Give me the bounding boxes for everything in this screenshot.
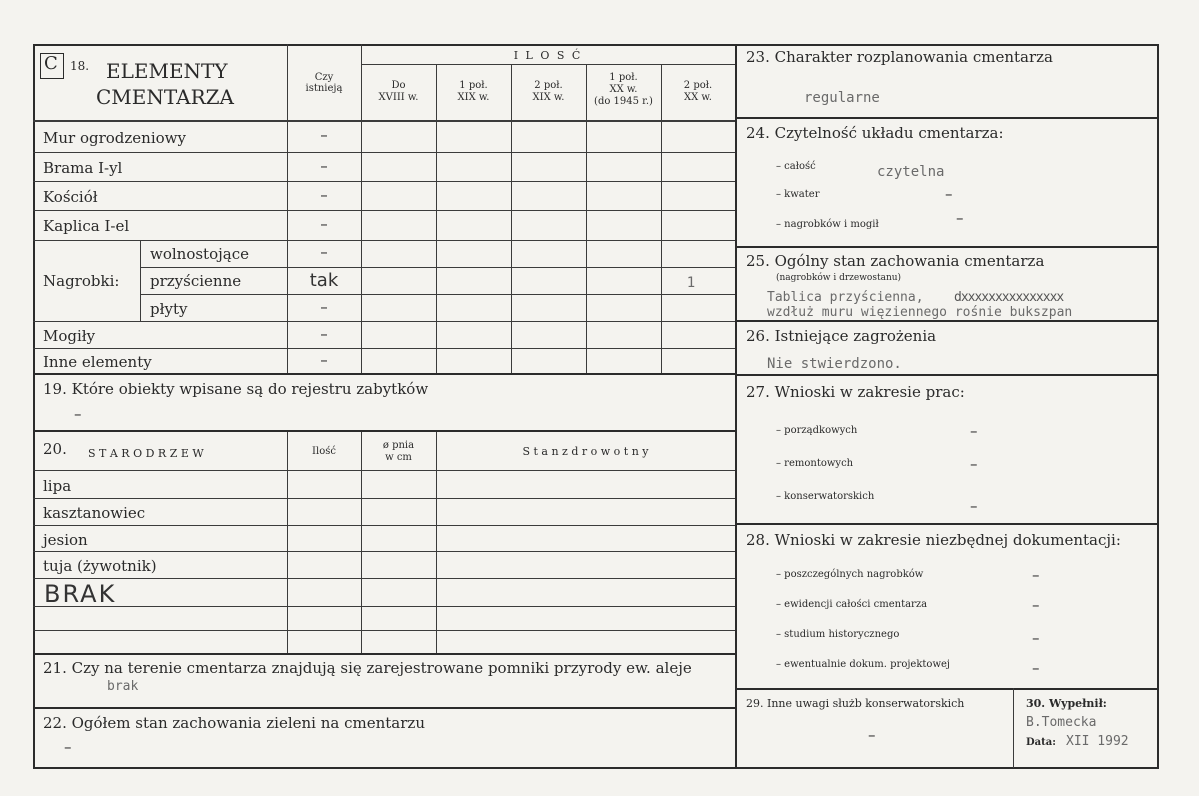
s28-item-label: – ewidencji całości cmentarza <box>776 599 928 610</box>
s24-item-value: – <box>945 185 953 203</box>
row-label: Inne elementy <box>43 353 152 371</box>
row-label: płyty <box>150 300 188 318</box>
s28-item-value: – <box>1032 659 1040 677</box>
nagrobki-label: Nagrobki: <box>43 272 120 290</box>
czy-header: Czy <box>314 72 334 83</box>
s23-title: 23. Charakter rozplanowania cmentarza <box>746 48 1053 66</box>
s24-item-label: – całość <box>776 161 816 172</box>
tree-row: kasztanowiec <box>43 504 146 522</box>
s28-item-label: – studium historycznego <box>776 629 900 640</box>
s28-item-value: – <box>1032 596 1040 614</box>
s18-title-line1: ELEMENTY <box>106 59 228 83</box>
s20-col-stan: S t a n z d r o w o t n y <box>522 445 649 458</box>
s19-value: – <box>74 405 82 423</box>
s24-title: 24. Czytelność układu cmentarza: <box>746 124 1004 142</box>
s28-item-label: – poszczególnych nagrobków <box>776 569 924 580</box>
s20-col-ilosc: Ilość <box>312 446 336 457</box>
s26-title: 26. Istniejące zagrożenia <box>746 327 937 345</box>
s29-title: 29. Inne uwagi służb konserwatorskich <box>746 697 965 710</box>
col-header: 2 poł. <box>534 80 563 91</box>
col-header: 1 poł. <box>609 72 638 83</box>
istnieja-header: istnieją <box>305 83 343 94</box>
row-value: – <box>320 215 328 233</box>
s25-line2: wzdłuż muru więziennego rośnie bukszpan <box>767 305 1073 320</box>
s20-number: 20. <box>43 440 67 458</box>
col-header: Do <box>391 80 406 91</box>
s21-title: 21. Czy na terenie cmentarza znajdują się zarejestrowane pomniki przyrody ew. aleje <box>43 659 692 677</box>
col-header: XX w. <box>684 92 712 103</box>
row-label: wolnostojące <box>150 245 249 263</box>
s20-title: S T A R O D R Z E W <box>88 447 204 460</box>
s30-name: B.Tomecka <box>1026 715 1097 730</box>
row-label: Kościół <box>43 188 98 206</box>
s18-title-line2: CMENTARZA <box>96 85 234 109</box>
count-2pol-xx: 1 <box>686 275 696 291</box>
s27-title: 27. Wnioski w zakresie prac: <box>746 383 965 401</box>
s25-struck-text: dxxxxxxxxxxxxxxx <box>954 290 1064 305</box>
section-code: C <box>44 53 58 74</box>
s27-item-label: – remontowych <box>776 458 854 469</box>
s27-item-value: – <box>970 497 978 515</box>
row-value: – <box>320 243 328 261</box>
tree-row: jesion <box>43 531 88 549</box>
col-header: (do 1945 r.) <box>594 96 653 107</box>
tree-row: lipa <box>43 477 72 495</box>
handwritten-tak: tak <box>309 270 339 291</box>
s24-item-value: czytelna <box>877 164 945 180</box>
ilosc-header: I L O S Ć <box>513 49 583 62</box>
s30-title: 30. Wypełnił: <box>1026 697 1107 710</box>
row-value: – <box>320 157 328 175</box>
s24-item-label: – kwater <box>776 189 820 200</box>
s30-date-label: Data: <box>1026 737 1056 748</box>
s25-subtitle: (nagrobków i drzewostanu) <box>776 273 902 283</box>
tree-row: tuja (żywotnik) <box>43 557 157 575</box>
s20-col-pnia2: w cm <box>385 452 412 463</box>
s26-value: Nie stwierdzono. <box>767 356 902 372</box>
col-header: 1 poł. <box>459 80 488 91</box>
s22-title: 22. Ogółem stan zachowania zieleni na cmentarzu <box>43 714 425 732</box>
s28-item-value: – <box>1032 629 1040 647</box>
row-value: – <box>320 126 328 144</box>
s27-item-value: – <box>970 455 978 473</box>
row-label: Mur ogrodzeniowy <box>43 129 186 147</box>
s22-value: – <box>64 738 72 756</box>
row-value: – <box>320 186 328 204</box>
s24-item-value: – <box>956 209 964 227</box>
s18-number: 18. <box>70 59 90 73</box>
row-value: – <box>320 351 328 369</box>
col-header: XX w. <box>609 84 638 95</box>
row-label: przyścienne <box>150 272 242 290</box>
col-header: 2 poł. <box>683 80 713 91</box>
col-header: XIX w. <box>457 92 490 103</box>
row-label: Mogiły <box>43 327 96 345</box>
col-header: XIX w. <box>532 92 565 103</box>
s23-value: regularne <box>804 90 880 106</box>
s28-item-value: – <box>1032 566 1040 584</box>
s29-value: – <box>868 726 876 744</box>
row-label: Kaplica I-el <box>43 217 130 235</box>
s19-title: 19. Które obiekty wpisane są do rejestru zabytków <box>43 380 429 398</box>
s20-col-pnia: ø pnia <box>382 440 415 451</box>
s28-title: 28. Wnioski w zakresie niezbędnej dokumentacji: <box>746 531 1121 549</box>
s27-item-value: – <box>970 422 978 440</box>
row-value: – <box>320 298 328 316</box>
s28-item-label: – ewentualnie dokum. projektowej <box>776 659 951 670</box>
s27-item-label: – porządkowych <box>776 425 858 436</box>
s25-title: 25. Ogólny stan zachowania cmentarza <box>746 252 1045 270</box>
col-header: XVIII w. <box>378 92 419 103</box>
row-value: – <box>320 325 328 343</box>
s30-date: XII 1992 <box>1066 734 1129 749</box>
s24-item-label: – nagrobków i mogił <box>776 219 879 230</box>
row-label: Brama I-yl <box>43 159 123 177</box>
s27-item-label: – konserwatorskich <box>776 491 875 502</box>
handwritten-brak: BRAK <box>44 580 117 608</box>
s25-line1: Tablica przyścienna, <box>767 290 924 305</box>
s21-value: brak <box>107 679 139 694</box>
